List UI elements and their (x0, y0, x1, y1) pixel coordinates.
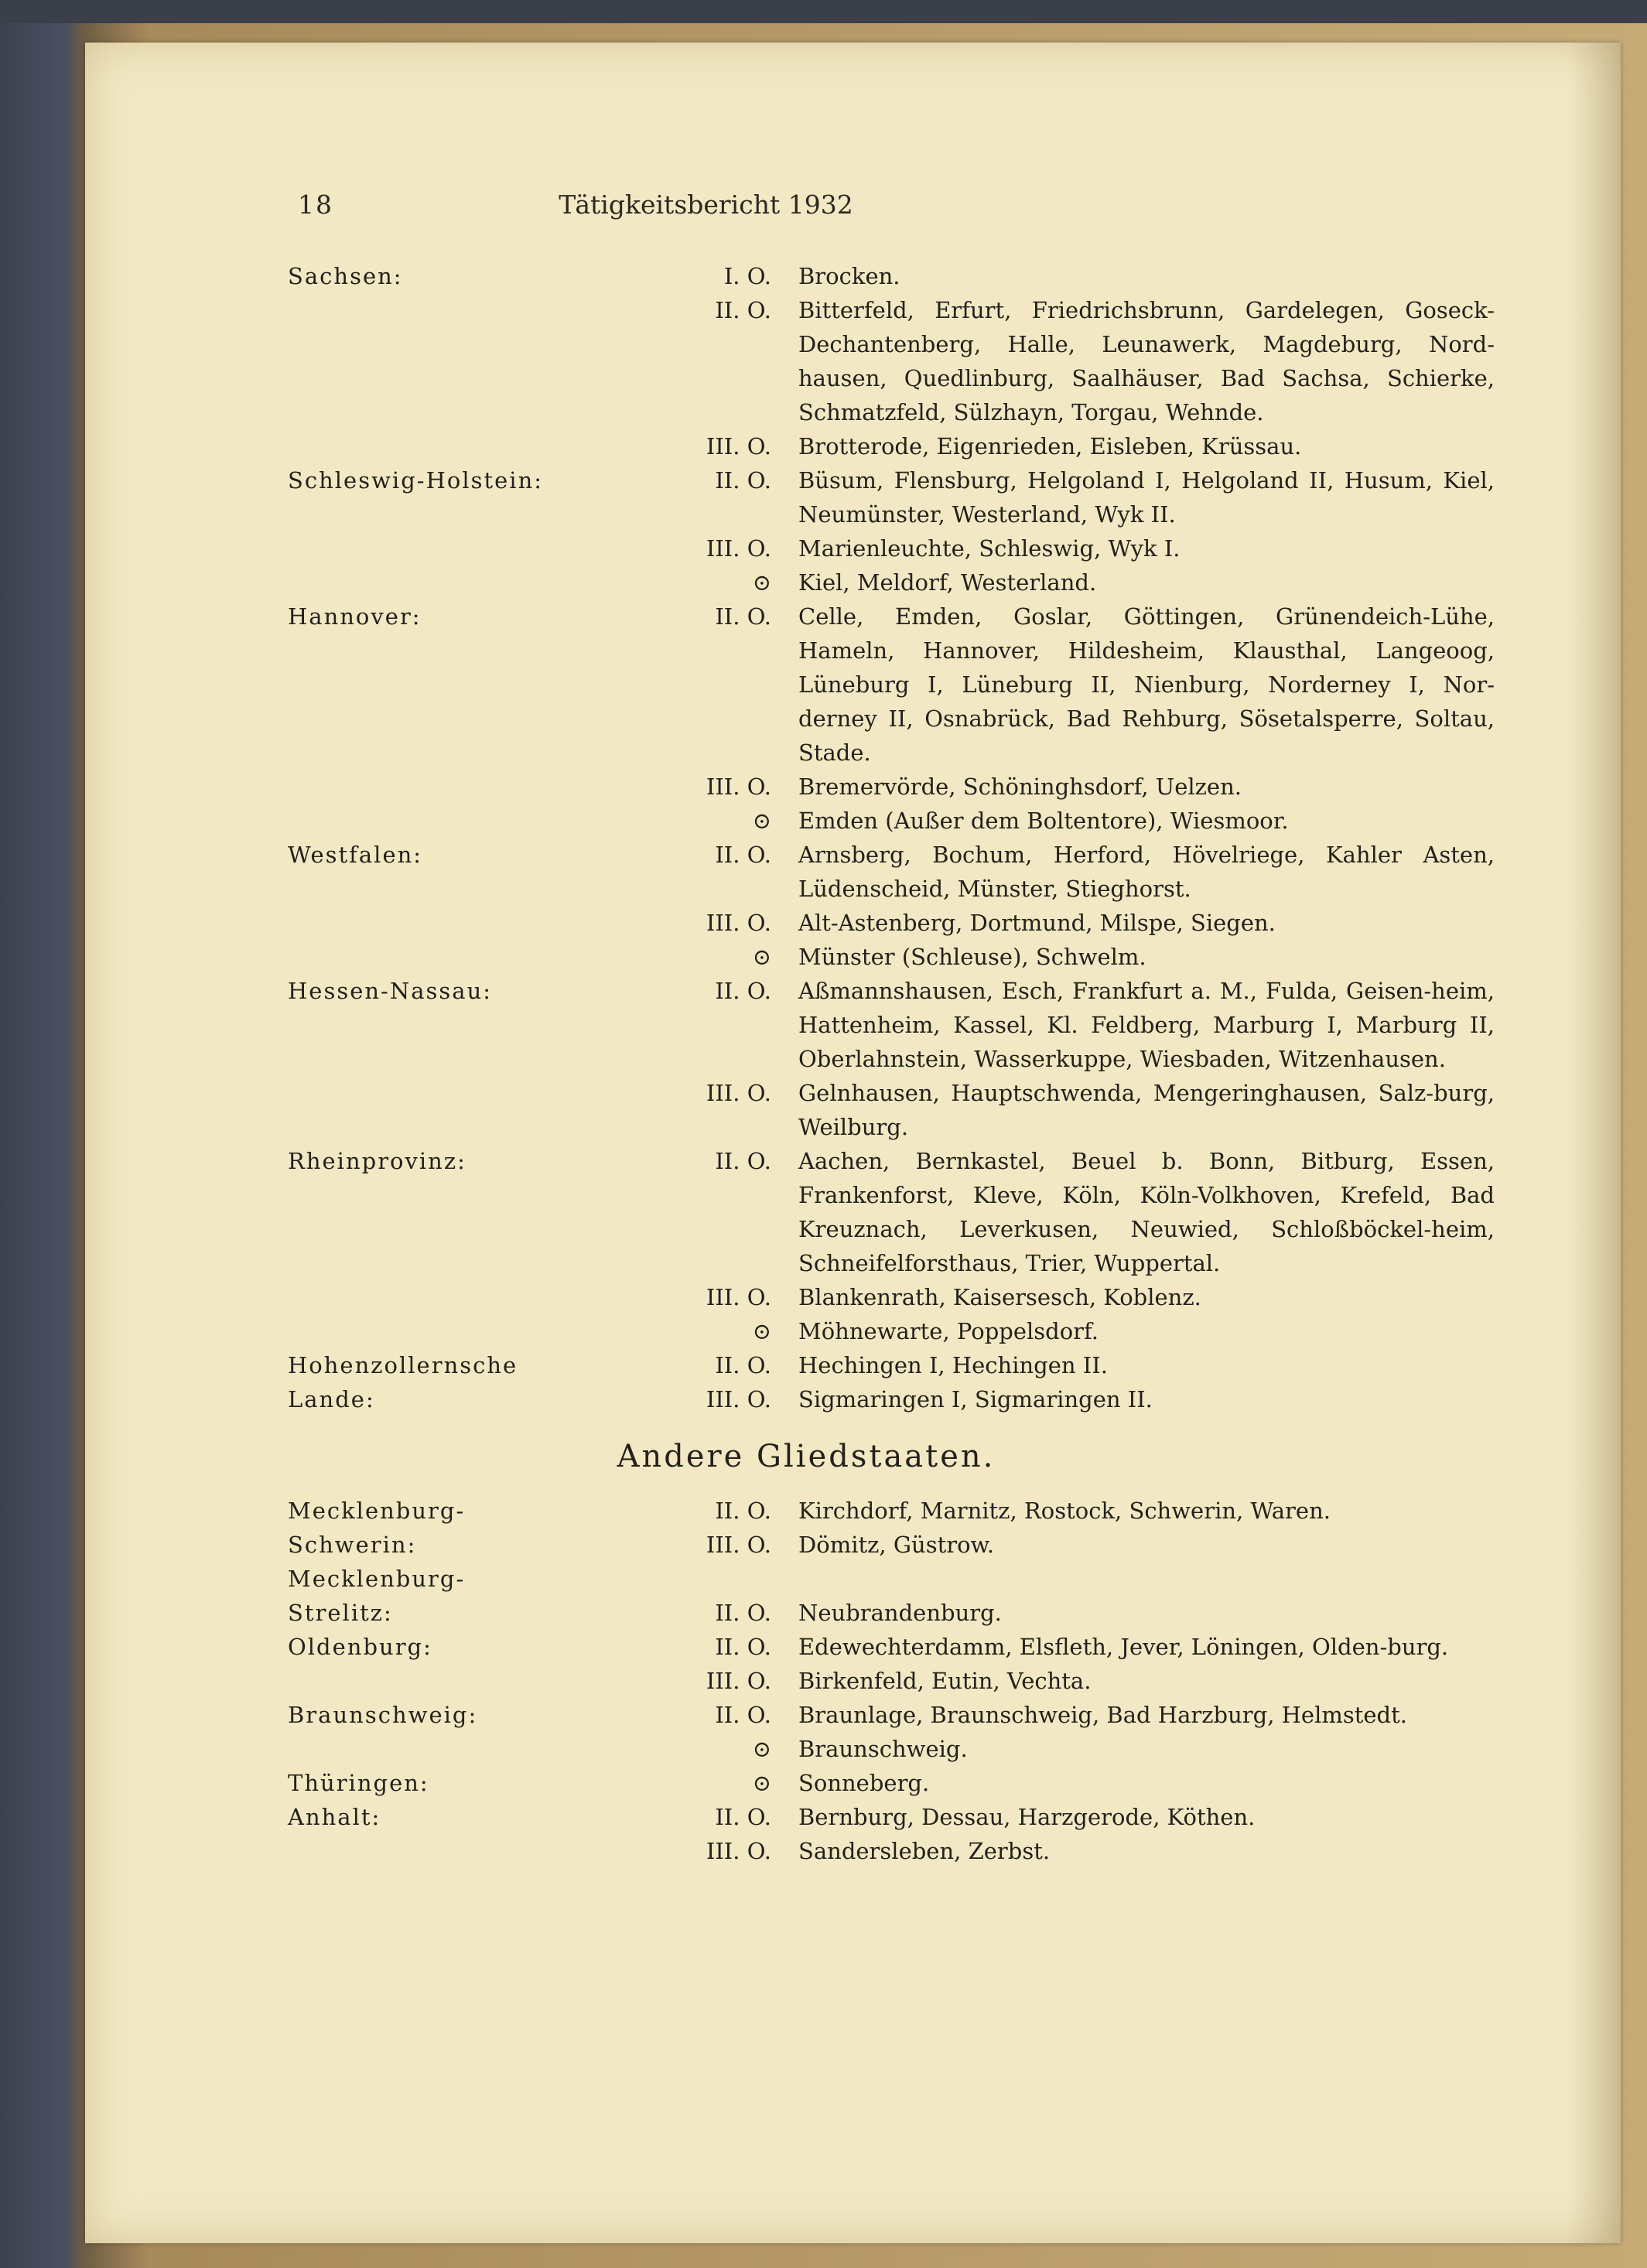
station-row (288, 463, 1603, 531)
page-header (298, 190, 1114, 228)
station-places: Bremervörde, Schöninghsdorf, Uelzen. (798, 774, 1242, 800)
state-entry (288, 1630, 1603, 1698)
station-row (288, 1494, 1603, 1528)
station-class: II. O. (715, 603, 771, 630)
station-list (288, 259, 1603, 1868)
state-entry (288, 1800, 1603, 1868)
station-class: III. O. (706, 1080, 771, 1106)
station-places: Braunschweig. (798, 1736, 968, 1762)
station-places: Hechingen I, Hechingen II. (798, 1352, 1108, 1378)
station-class: III. O. (706, 535, 771, 562)
station-places: Münster (Schleuse), Schwelm. (798, 944, 1146, 970)
station-class: II. O. (715, 978, 771, 1004)
state-name: Anhalt: (288, 1804, 381, 1830)
station-places: Edewechterdamm, Elsfleth, Jever, Löningen, Olden-burg. (798, 1634, 1449, 1660)
station-row (288, 1596, 1603, 1630)
station-class: II. O. (715, 1498, 771, 1524)
station-class: III. O. (706, 1284, 771, 1310)
station-places: Bitterfeld, Erfurt, Friedrichsbrunn, Gardelegen, Goseck-Dechantenberg, Halle, Leunawerk, Magdeburg, Nord-hausen, Quedlinburg, Saalhäuser, Bad Sachsa, Schierke, Schmatzfeld, Sülzhayn, Torgau, Wehnde. (798, 297, 1495, 425)
state-name: Thüringen: (288, 1770, 429, 1796)
station-row (288, 770, 1603, 804)
station-places: Arnsberg, Bochum, Herford, Hövelriege, Kahler Asten, Lüdenscheid, Münster, Stieghorst. (798, 842, 1495, 902)
station-row (288, 1528, 1603, 1562)
state-entry (288, 1562, 1603, 1630)
state-entry (288, 1494, 1603, 1562)
state-entry (288, 1144, 1603, 1348)
station-places: Emden (Außer dem Boltentore), Wiesmoor. (798, 808, 1289, 834)
state-entry (288, 259, 1603, 463)
station-class: III. O. (706, 1668, 771, 1694)
station-row (288, 1630, 1603, 1664)
station-row (288, 1698, 1603, 1732)
station-places: Möhnewarte, Poppelsdorf. (798, 1318, 1099, 1344)
state-name: Mecklenburg- Schwerin: (288, 1498, 466, 1558)
station-class: ⊙ (752, 1736, 771, 1762)
station-places: Sonneberg. (798, 1770, 930, 1796)
station-class: III. O. (706, 1838, 771, 1864)
other-states (288, 1494, 1603, 1868)
station-class: II. O. (715, 1600, 771, 1626)
station-class: III. O. (706, 1532, 771, 1558)
station-class: II. O. (715, 1148, 771, 1174)
state-name: Hannover: (288, 603, 422, 630)
station-places: Sigmaringen I, Sigmaringen II. (798, 1386, 1153, 1412)
station-row (288, 1664, 1603, 1698)
station-row (288, 599, 1603, 770)
station-class: II. O. (715, 1634, 771, 1660)
state-name: Rheinprovinz: (288, 1148, 466, 1174)
station-class: III. O. (706, 433, 771, 459)
station-places: Alt-Astenberg, Dortmund, Milspe, Siegen. (798, 910, 1276, 936)
station-row (288, 531, 1603, 565)
station-places: Bernburg, Dessau, Harzgerode, Köthen. (798, 1804, 1256, 1830)
state-name: Sachsen: (288, 263, 403, 289)
station-places: Aßmannshausen, Esch, Frankfurt a. M., Fulda, Geisen-heim, Hattenheim, Kassel, Kl. Feldberg, Marburg I, Marburg II, Oberlahnstein, Wasserkuppe, Wiesbaden, Witzenhausen. (798, 978, 1495, 1072)
station-class: ⊙ (752, 1318, 771, 1344)
station-row (288, 940, 1603, 974)
station-class: II. O. (715, 1804, 771, 1830)
station-places: Gelnhausen, Hauptschwenda, Mengeringhausen, Salz-burg, Weilburg. (798, 1080, 1495, 1140)
station-row (288, 565, 1603, 599)
state-entry (288, 838, 1603, 974)
station-row (288, 974, 1603, 1076)
station-row (288, 1314, 1603, 1348)
station-places: Büsum, Flensburg, Helgoland I, Helgoland II, Husum, Kiel, Neumünster, Westerland, Wyk II. (798, 467, 1495, 528)
station-places: Brotterode, Eigenrieden, Eisleben, Krüssau. (798, 433, 1302, 459)
state-entry (288, 599, 1603, 838)
station-row (288, 1732, 1603, 1766)
state-name: Schleswig-Holstein: (288, 467, 544, 494)
station-places: Sandersleben, Zerbst. (798, 1838, 1051, 1864)
station-places: Kiel, Meldorf, Westerland. (798, 569, 1097, 596)
state-entry (288, 974, 1603, 1144)
station-places: Braunlage, Braunschweig, Bad Harzburg, Helmstedt. (798, 1702, 1407, 1728)
station-class: II. O. (715, 467, 771, 494)
station-row (288, 1076, 1603, 1144)
state-entry (288, 1698, 1603, 1766)
station-class: II. O. (715, 842, 771, 868)
station-places: Dömitz, Güstrow. (798, 1532, 995, 1558)
section-title: Andere Gliedstaaten. (617, 1439, 996, 1474)
state-entry (288, 463, 1603, 599)
station-class: ⊙ (752, 944, 771, 970)
station-class: ⊙ (752, 808, 771, 834)
station-class: I. O. (723, 263, 771, 289)
state-name: Oldenburg: (288, 1634, 432, 1660)
station-row (288, 293, 1603, 429)
station-row (288, 1834, 1603, 1868)
state-entry (288, 1348, 1603, 1416)
station-row (288, 1348, 1603, 1382)
station-row (288, 1766, 1603, 1800)
station-row (288, 906, 1603, 940)
station-places: Brocken. (798, 263, 900, 289)
station-row (288, 804, 1603, 838)
station-class: II. O. (715, 1702, 771, 1728)
station-places: Marienleuchte, Schleswig, Wyk I. (798, 535, 1181, 562)
station-row (288, 429, 1603, 463)
station-class: II. O. (715, 297, 771, 323)
state-name: Hessen-Nassau: (288, 978, 493, 1004)
station-class: ⊙ (752, 1770, 771, 1796)
station-row (288, 1280, 1603, 1314)
running-title: Tätigkeitsbericht 1932 (559, 190, 853, 220)
station-places: Neubrandenburg. (798, 1600, 1002, 1626)
station-row (288, 259, 1603, 293)
state-entry (288, 1766, 1603, 1800)
station-places: Aachen, Bernkastel, Beuel b. Bonn, Bitburg, Essen, Frankenforst, Kleve, Köln, Köln-Volkhoven, Krefeld, Bad Kreuznach, Leverkusen, Neuwied, Schloßböckel-heim, Schneifelforsthaus, Trier, Wuppertal. (798, 1148, 1495, 1276)
station-places: Birkenfeld, Eutin, Vechta. (798, 1668, 1092, 1694)
station-class: III. O. (706, 1386, 771, 1412)
station-class: III. O. (706, 774, 771, 800)
station-places: Celle, Emden, Goslar, Göttingen, Grünendeich-Lühe, Hameln, Hannover, Hildesheim, Klausthal, Langeoog, Lüneburg I, Lüneburg II, Nienburg, Norderney I, Nor-derney II, Osnabrück, Bad Rehburg, Sösetalsperre, Soltau, Stade. (798, 603, 1495, 766)
station-row (288, 1144, 1603, 1280)
prussia-regions (288, 259, 1603, 1416)
station-row (288, 1382, 1603, 1416)
station-row (288, 838, 1603, 906)
station-class: ⊙ (752, 569, 771, 596)
station-class: III. O. (706, 910, 771, 936)
state-name: Hohenzollernsche Lande: (288, 1352, 518, 1412)
state-name: Mecklenburg- Strelitz: (288, 1566, 466, 1626)
station-row (288, 1800, 1603, 1834)
state-name: Westfalen: (288, 842, 423, 868)
state-name: Braunschweig: (288, 1702, 478, 1728)
station-places: Kirchdorf, Marnitz, Rostock, Schwerin, Waren. (798, 1498, 1331, 1524)
station-class: II. O. (715, 1352, 771, 1378)
page-number: 18 (298, 190, 333, 220)
station-places: Blankenrath, Kaisersesch, Koblenz. (798, 1284, 1201, 1310)
